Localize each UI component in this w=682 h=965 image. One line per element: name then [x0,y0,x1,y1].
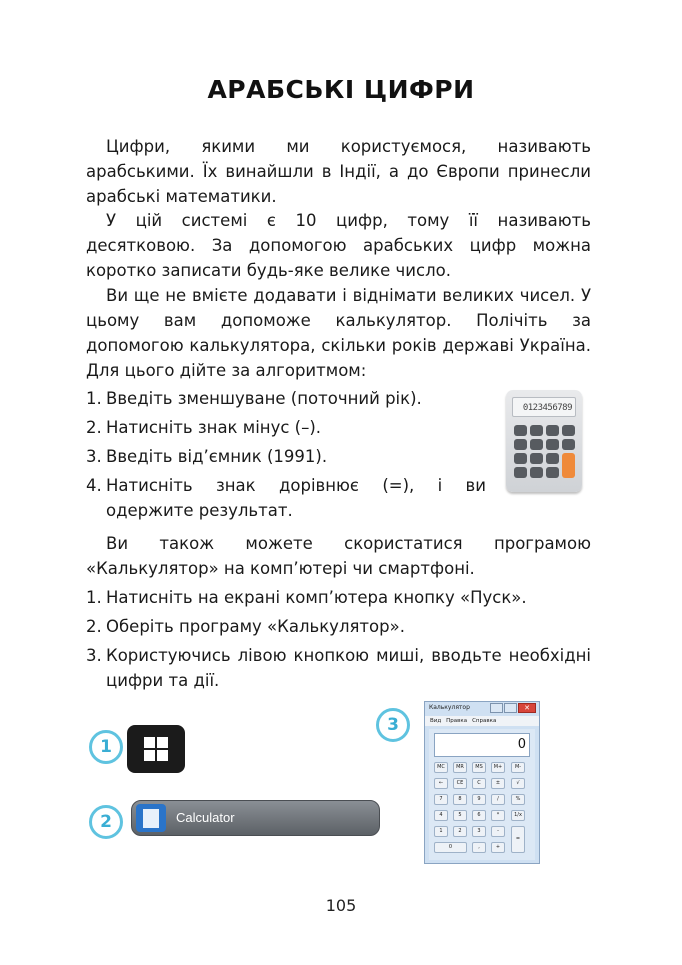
calculator-key [530,439,543,450]
calculator-key[interactable]: 1/x [511,810,525,821]
menu-bar [425,716,539,726]
window-controls [489,703,536,713]
page-title: АРАБСЬКІ ЦИФРИ [207,75,475,104]
calculator-key[interactable]: MC [434,762,448,773]
paragraph-decimal [86,208,591,283]
calculator-key [514,453,527,464]
calculator-key[interactable]: 2 [453,826,467,837]
calculator-key[interactable]: MR [453,762,467,773]
list-text: Натисніть на екрані комп’ютера кнопку «Пуск». [106,588,527,607]
calculator-display: 0 [434,733,530,757]
start-button[interactable] [127,725,185,773]
list-item [86,585,591,610]
calculator-key[interactable]: , [472,842,486,853]
step-badge-3: 3 [376,708,410,742]
paragraph-intro [86,134,591,209]
list-number: 3. [86,646,102,665]
close-button[interactable]: ✕ [518,703,536,713]
calculator-key[interactable]: C [472,778,486,789]
paragraph-text: Ви також можете скористатися програмою «Калькулятор» на комп’ютері чи смартфоні. [86,534,591,578]
list-item [86,614,591,639]
calculator-body [429,729,535,860]
calculator-key [562,425,575,436]
calculator-key[interactable]: 6 [472,810,486,821]
calculator-key[interactable]: 7 [434,794,448,805]
calculator-key[interactable]: 4 [434,810,448,821]
calculator-key [514,425,527,436]
list-item [86,473,486,523]
calculator-key[interactable]: + [491,842,505,853]
list-item [86,386,486,411]
calculator-illustration [506,390,582,492]
calculator-key[interactable]: CE [453,778,467,789]
algorithm-list [86,386,486,527]
paragraph-calculator [86,283,591,383]
paragraph-text: Цифри, якими ми користуємося, називають арабськими. Їх винайшли в Індії, а до Європи принесли арабські математики. [86,137,591,206]
calculator-key[interactable]: 3 [472,826,486,837]
calculator-key [514,467,527,478]
calculator-screen: 0123456789 [512,397,576,417]
calculator-search-result[interactable] [131,800,380,836]
list-item [86,643,591,693]
list-text: Введіть від’ємник (1991). [106,447,328,466]
calculator-key [546,439,559,450]
windows-logo-icon [144,737,168,761]
list-item [86,444,486,469]
calculator-key[interactable]: 5 [453,810,467,821]
calculator-key[interactable]: ← [434,778,448,789]
menu-item-help[interactable]: Справка [472,718,497,724]
calculator-key[interactable]: 8 [453,794,467,805]
list-text: Натисніть знак мінус (–). [106,418,322,437]
calculator-key[interactable]: * [491,810,505,821]
list-number: 1. [86,588,102,607]
maximize-button[interactable] [504,703,517,713]
list-number: 2. [86,418,102,437]
list-item [86,415,486,440]
calculator-key[interactable]: ± [491,778,505,789]
list-text: Оберіть програму «Калькулятор». [106,617,405,636]
list-number: 3. [86,447,102,466]
list-number: 4. [86,476,102,495]
page-number: 105 [325,896,357,915]
calculator-key[interactable]: % [511,794,525,805]
calculator-key[interactable]: = [511,826,525,853]
calculator-key[interactable]: MS [472,762,486,773]
calculator-key[interactable]: M+ [491,762,505,773]
calculator-key [546,467,559,478]
calculator-key [530,467,543,478]
list-text: Користуючись лівою кнопкою миші, вводьте необхідні цифри та дії. [106,646,591,690]
minimize-button[interactable] [490,703,503,713]
calculator-app-icon [136,804,166,832]
window-title: Калькулятор [429,704,470,711]
calculator-key [514,439,527,450]
list-number: 2. [86,617,102,636]
calculator-key [546,453,559,464]
calculator-key[interactable]: 1 [434,826,448,837]
calculator-key[interactable]: M- [511,762,525,773]
paragraph-text: У цій системі є 10 цифр, тому її називають десятковою. За допомогою арабських цифр можна коротко записати будь-яке велике число. [86,211,591,280]
menu-item-edit[interactable]: Правка [446,718,468,724]
list-text: Введіть зменшуване (поточний рік). [106,389,422,408]
step-badge-1: 1 [89,730,123,764]
windows-calculator-window [424,701,540,864]
list-number: 1. [86,389,102,408]
list-text: Натисніть знак дорівнює (=), і ви одержите результат. [106,476,486,520]
calculator-key[interactable]: 0 [434,842,467,853]
step-badge-2: 2 [89,805,123,839]
paragraph-program [86,531,591,581]
calculator-key[interactable]: - [491,826,505,837]
calculator-key [546,425,559,436]
calculator-key [562,439,575,450]
program-steps-list [86,585,591,697]
paragraph-text: Ви ще не вмієте додавати і віднімати великих чисел. У цьому вам допоможе калькулятор. Полічіть за допомогою калькулятора, скільки років державі Україна. Для цього дійте за алгоритмом: [86,286,591,380]
calculator-key [530,425,543,436]
calculator-equals-key [562,453,575,478]
calculator-key[interactable]: / [491,794,505,805]
calculator-key[interactable]: √ [511,778,525,789]
calculator-key [530,453,543,464]
search-result-label: Calculator [176,810,235,825]
menu-item-view[interactable]: Вид [430,718,442,724]
calculator-key[interactable]: 9 [472,794,486,805]
